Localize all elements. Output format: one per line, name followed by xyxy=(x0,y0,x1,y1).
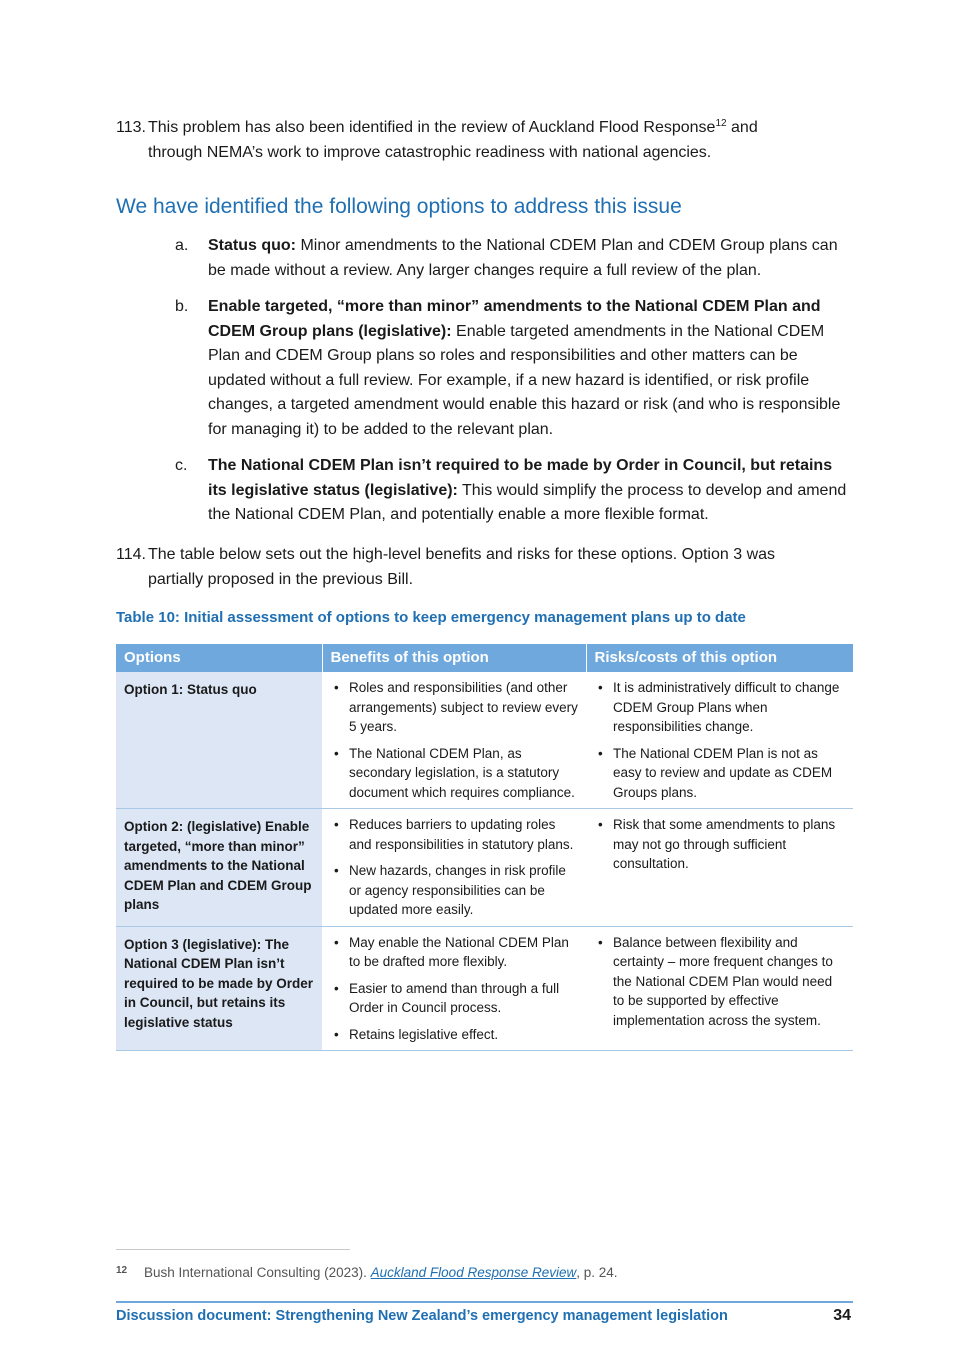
risks-cell xyxy=(586,809,853,927)
table-header-row xyxy=(116,644,853,672)
benefit-item: • The National CDEM Plan, as secondary legislation, is a statutory document which requires compliance. xyxy=(330,744,578,803)
paragraph-text xyxy=(148,116,816,165)
table-row xyxy=(116,809,853,927)
option-cell: Option 1: Status quo xyxy=(116,672,322,809)
risks-cell xyxy=(586,672,853,809)
footer-divider xyxy=(116,1301,853,1303)
paragraph-text-part: This problem has also been identified in the review of Auckland Flood Response xyxy=(148,119,716,136)
footnote-prefix: Bush International Consulting (2023). xyxy=(144,1265,371,1280)
footnote-number: 12 xyxy=(116,1265,128,1276)
option-title: Enable targeted, “more than minor” amendments to the National CDEM Plan and CDEM Group plans (legislative): xyxy=(208,298,821,340)
benefits-cell xyxy=(322,809,586,927)
benefit-item: • Easier to amend than through a full Order in Council process. xyxy=(330,979,578,1018)
risk-item: • It is administratively difficult to change CDEM Group Plans when responsibilities change. xyxy=(594,678,845,737)
paragraph-text: The table below sets out the high-level benefits and risks for these options. Option 3 was partially proposed in the previous Bill. xyxy=(148,546,776,588)
table-caption: Table 10: Initial assessment of options to keep emergency management plans up to date xyxy=(116,609,746,626)
option-title: Status quo: xyxy=(208,237,296,254)
footer-title: Discussion document: Strengthening New Zealand’s emergency management legislation xyxy=(116,1308,728,1324)
option-item-a xyxy=(175,234,855,283)
option-letter: b. xyxy=(175,298,189,315)
option-cell: Option 3 (legislative): The National CDEM Plan isn’t required to be made by Order in Council, but retains its legislative status xyxy=(116,926,322,1051)
option-item-b xyxy=(175,295,855,442)
table-row xyxy=(116,672,853,809)
benefits-cell xyxy=(322,926,586,1051)
benefit-item: • New hazards, changes in risk profile or agency responsibilities can be updated more easily. xyxy=(330,861,578,920)
paragraph-number: 114. xyxy=(116,546,146,563)
option-title: The National CDEM Plan isn’t required to be made by Order in Council, but retains its legislative status (legislative): xyxy=(208,457,833,499)
benefits-cell xyxy=(322,672,586,809)
option-text: This would simplify the process to develop and amend the National CDEM Plan, and potentially enable a more flexible format. xyxy=(208,481,847,523)
option-item-c xyxy=(175,454,855,528)
risk-item: • Balance between flexibility and certainty – more frequent changes to the National CDEM Plan would need to be supported by effective implementation across the system. xyxy=(594,933,845,1031)
footnote-link[interactable]: Auckland Flood Response Review xyxy=(370,1265,577,1280)
option-text: Enable targeted amendments in the National CDEM Plan and CDEM Group plans so roles and responsibilities and other matters can be updated without a full review. For example, if a new hazard is identified, or risk profile changes, a targeted amendment would enable this hazard or risk (and who is responsible for managing it) to be added to the relevant plan. xyxy=(208,322,841,438)
benefit-item: • Roles and responsibilities (and other arrangements) subject to review every 5 years. xyxy=(330,678,578,737)
benefit-item: • May enable the National CDEM Plan to be drafted more flexibly. xyxy=(330,933,578,972)
option-letter: c. xyxy=(175,457,188,474)
footnote-divider xyxy=(116,1249,350,1250)
paragraph-text-part: and through NEMA’s work to improve catastrophic readiness with national agencies. xyxy=(148,119,758,161)
paragraph-114 xyxy=(116,543,816,592)
risk-item: • The National CDEM Plan is not as easy to review and update as CDEM Groups plans. xyxy=(594,744,845,803)
option-letter: a. xyxy=(175,237,189,254)
column-header-risks: Risks/costs of this option xyxy=(586,644,853,672)
section-heading: We have identified the following options to address this issue xyxy=(116,195,682,218)
footnote-ref[interactable]: 12 xyxy=(715,118,727,129)
paragraph-113 xyxy=(116,116,816,165)
paragraph-number: 113. xyxy=(116,119,146,136)
risks-cell xyxy=(586,926,853,1051)
options-list xyxy=(175,234,855,540)
page-number: 34 xyxy=(833,1307,851,1324)
column-header-benefits: Benefits of this option xyxy=(322,644,586,672)
table-row xyxy=(116,926,853,1051)
option-text: Minor amendments to the National CDEM Plan and CDEM Group plans can be made without a review. Any larger changes require a full review of the plan. xyxy=(208,237,838,279)
column-header-options: Options xyxy=(116,644,322,672)
footnote xyxy=(116,1265,618,1280)
footnote-suffix: , p. 24. xyxy=(576,1265,618,1280)
assessment-table xyxy=(116,644,853,1051)
option-cell: Option 2: (legislative) Enable targeted, “more than minor” amendments to the National CDEM Plan and CDEM Group plans xyxy=(116,809,322,927)
risk-item: • Risk that some amendments to plans may not go through sufficient consultation. xyxy=(594,815,845,874)
benefit-item: • Retains legislative effect. xyxy=(330,1025,578,1045)
benefit-item: • Reduces barriers to updating roles and responsibilities in statutory plans. xyxy=(330,815,578,854)
